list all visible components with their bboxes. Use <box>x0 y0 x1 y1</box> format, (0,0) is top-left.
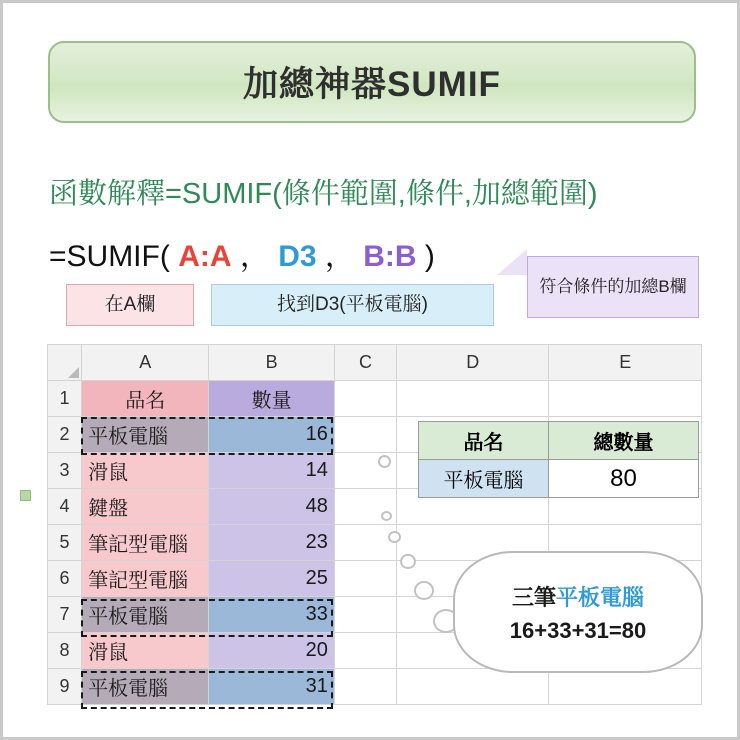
cell-a3[interactable]: 滑鼠 <box>82 453 209 489</box>
thought-dot-6 <box>378 455 391 468</box>
cell-b4[interactable]: 48 <box>209 489 334 525</box>
result-table[interactable] <box>418 421 699 498</box>
cell-b7[interactable]: 33 <box>209 597 334 633</box>
table-row[interactable] <box>48 669 702 705</box>
cell-a9[interactable]: 平板電腦 <box>82 669 209 705</box>
result-header-row <box>419 422 699 460</box>
cell-a4[interactable]: 鍵盤 <box>82 489 209 525</box>
cell-b1[interactable]: 數量 <box>209 381 334 417</box>
cell-d9[interactable] <box>397 669 549 705</box>
row-header-4[interactable]: 4 <box>48 489 82 525</box>
cell-b9[interactable]: 31 <box>209 669 334 705</box>
result-value-row[interactable] <box>419 460 699 498</box>
cell-a8[interactable]: 滑鼠 <box>82 633 209 669</box>
formula-arg-criteria: D3 <box>278 240 317 273</box>
cell-b5[interactable]: 23 <box>209 525 334 561</box>
row-header-2[interactable]: 2 <box>48 417 82 453</box>
cell-c7[interactable] <box>334 597 396 633</box>
callout-criteria: 找到D3(平板電腦) <box>211 284 494 326</box>
thought-dot-5 <box>381 511 392 521</box>
row-header-3[interactable]: 3 <box>48 453 82 489</box>
callout-sum-range: 符合條件的加總B欄 <box>527 256 699 318</box>
row-header-5[interactable]: 5 <box>48 525 82 561</box>
cell-a6[interactable]: 筆記型電腦 <box>82 561 209 597</box>
cell-e9[interactable] <box>549 669 702 705</box>
thought-bubble-line-2: 16+33+31=80 <box>509 617 647 643</box>
column-header-a[interactable]: A <box>82 345 209 381</box>
thought-dot-3 <box>400 554 416 569</box>
cell-e1[interactable] <box>549 381 702 417</box>
formula-suffix: ) <box>424 240 435 273</box>
column-header-e[interactable]: E <box>549 345 702 381</box>
cell-c2[interactable] <box>334 417 396 453</box>
cell-a1[interactable]: 品名 <box>82 381 209 417</box>
cell-c1[interactable] <box>334 381 396 417</box>
cell-b3[interactable]: 14 <box>209 453 334 489</box>
cell-c9[interactable] <box>334 669 396 705</box>
thought-dot-4 <box>388 531 401 543</box>
table-row[interactable] <box>48 381 702 417</box>
cell-a2[interactable]: 平板電腦 <box>82 417 209 453</box>
formula-separator-1: ， <box>239 240 270 273</box>
thought-bubble-line-1 <box>512 581 644 612</box>
result-header-name: 品名 <box>419 422 549 460</box>
row-header-7[interactable]: 7 <box>48 597 82 633</box>
column-header-d[interactable]: D <box>397 345 549 381</box>
column-header-c[interactable]: C <box>334 345 396 381</box>
thought-dot-2 <box>414 581 434 600</box>
formula-explanation: 函數解釋=SUMIF(條件範圍,條件,加總範圍) <box>49 178 598 210</box>
row-header-8[interactable]: 8 <box>48 633 82 669</box>
cell-b2[interactable]: 16 <box>209 417 334 453</box>
formula-line <box>49 231 435 275</box>
cell-a7[interactable]: 平板電腦 <box>82 597 209 633</box>
thought-bubble <box>453 551 703 673</box>
page-title: 加總神器SUMIF <box>243 65 501 104</box>
column-header-b[interactable]: B <box>209 345 334 381</box>
cell-c6[interactable] <box>334 561 396 597</box>
row-header-1[interactable]: 1 <box>48 381 82 417</box>
cell-b8[interactable]: 20 <box>209 633 334 669</box>
row-header-6[interactable]: 6 <box>48 561 82 597</box>
formula-prefix: =SUMIF( <box>49 240 170 273</box>
result-cell-d3[interactable]: 平板電腦 <box>419 460 549 498</box>
result-header-qty: 總數量 <box>549 422 699 460</box>
result-cell-e3[interactable]: 80 <box>549 460 699 498</box>
thought-keyword: 平板電腦 <box>556 584 645 610</box>
cell-d1[interactable] <box>397 381 549 417</box>
title-banner <box>48 41 696 123</box>
formula-separator-2: ， <box>324 240 355 273</box>
row-marker-icon <box>20 490 31 501</box>
cell-a5[interactable]: 筆記型電腦 <box>82 525 209 561</box>
cell-c8[interactable] <box>334 633 396 669</box>
column-header-row <box>48 345 702 381</box>
thought-prefix: 三筆 <box>511 584 556 610</box>
cell-c5[interactable] <box>334 525 396 561</box>
thought-bubble-content <box>455 553 701 671</box>
row-header-9[interactable]: 9 <box>48 669 82 705</box>
formula-arg-range: A:A <box>178 240 232 273</box>
callout-sumrange-tail <box>497 249 527 275</box>
callout-criteria-range: 在A欄 <box>66 284 194 326</box>
formula-arg-sumrange: B:B <box>363 240 417 273</box>
select-all-corner[interactable] <box>48 345 82 381</box>
cell-b6[interactable]: 25 <box>209 561 334 597</box>
